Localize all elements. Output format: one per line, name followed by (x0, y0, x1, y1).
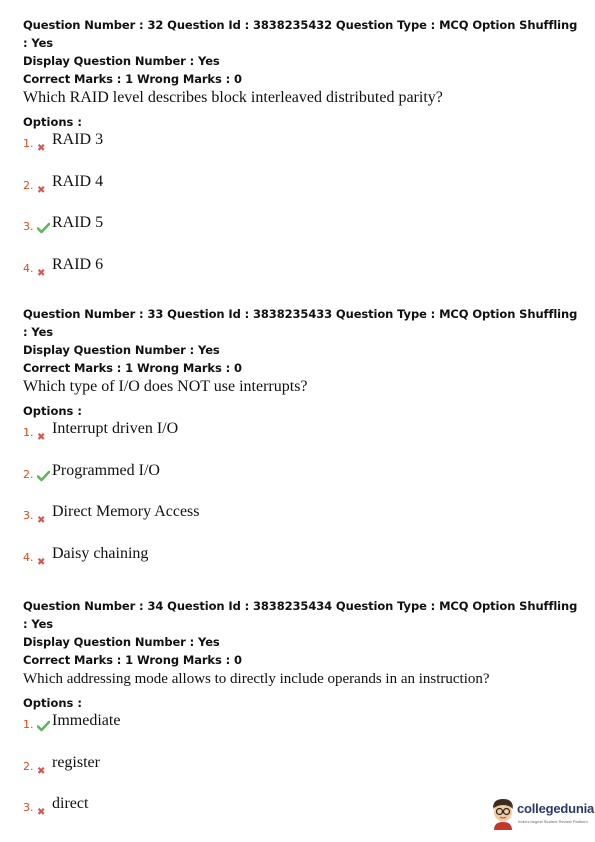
options-label: Options : (23, 696, 82, 710)
option-number: 2. (23, 178, 34, 192)
logo-tagline: India's largest Student Review Platform (518, 819, 588, 824)
cross-icon: ✖ (37, 556, 46, 568)
option-item (23, 461, 583, 503)
cross-icon: ✖ (37, 267, 46, 279)
option-item (23, 502, 583, 544)
cross-icon: ✖ (37, 184, 46, 196)
option-text: RAID 5 (52, 214, 104, 231)
option-item (23, 544, 583, 586)
option-text: RAID 4 (52, 172, 104, 190)
option-number: 4. (23, 550, 34, 564)
display-question-number: Display Question Number : Yes (23, 635, 220, 649)
collegedunia-logo (489, 796, 595, 832)
options-label: Options : (23, 404, 82, 418)
option-item (23, 255, 583, 297)
option-text: Direct Memory Access (52, 503, 200, 520)
mascot-icon (489, 796, 517, 830)
option-number: 2. (23, 759, 34, 773)
option-item (23, 753, 583, 795)
check-icon (37, 719, 50, 731)
options-label: Options : (23, 115, 82, 129)
question-text: Which RAID level describes block interleaved distributed parity? (23, 89, 443, 106)
option-text: RAID 3 (52, 131, 104, 148)
option-text: register (52, 753, 100, 771)
question-text: Which addressing mode allows to directly include operands in an instruction? (23, 671, 490, 687)
marks-info: Correct Marks : 1 Wrong Marks : 0 (23, 361, 242, 375)
option-text: Immediate (52, 712, 121, 729)
cross-icon: ✖ (37, 143, 46, 154)
option-number: 1. (23, 137, 34, 150)
option-number: 4. (23, 261, 34, 275)
option-number: 1. (23, 426, 34, 439)
question-meta: Question Number : 32 Question Id : 3838235432 Question Type : MCQ Option Shuffling : Yes (23, 18, 578, 50)
question-meta: Question Number : 34 Question Id : 3838235434 Question Type : MCQ Option Shuffling : Yes (23, 599, 578, 631)
option-item (23, 419, 583, 461)
option-text: Daisy chaining (52, 544, 149, 562)
options-list (23, 130, 583, 296)
question-meta: Question Number : 33 Question Id : 3838235433 Question Type : MCQ Option Shuffling : Yes (23, 307, 578, 339)
option-text: Interrupt driven I/O (52, 420, 179, 437)
option-item (23, 711, 583, 753)
option-number: 3. (23, 220, 34, 233)
options-list (23, 419, 583, 585)
display-question-number: Display Question Number : Yes (23, 54, 220, 68)
logo-name: collegedunia (517, 801, 595, 816)
marks-info: Correct Marks : 1 Wrong Marks : 0 (23, 72, 242, 86)
cross-icon: ✖ (37, 765, 46, 777)
question-block (23, 16, 583, 296)
option-number: 3. (23, 801, 34, 814)
option-number: 1. (23, 718, 34, 731)
marks-info: Correct Marks : 1 Wrong Marks : 0 (23, 653, 242, 667)
cross-icon: ✖ (37, 515, 46, 526)
option-number: 2. (23, 467, 34, 481)
option-number: 3. (23, 509, 34, 522)
check-icon (37, 469, 50, 481)
option-text: direct (52, 795, 89, 812)
cross-icon: ✖ (37, 432, 46, 443)
option-text: RAID 6 (52, 255, 104, 273)
cross-icon: ✖ (37, 807, 46, 818)
option-item (23, 130, 583, 172)
option-item (23, 213, 583, 255)
check-icon (37, 221, 50, 233)
option-text: Programmed I/O (52, 461, 160, 479)
question-block (23, 305, 583, 585)
display-question-number: Display Question Number : Yes (23, 343, 220, 357)
question-text: Which type of I/O does NOT use interrupts? (23, 378, 308, 395)
option-item (23, 172, 583, 214)
